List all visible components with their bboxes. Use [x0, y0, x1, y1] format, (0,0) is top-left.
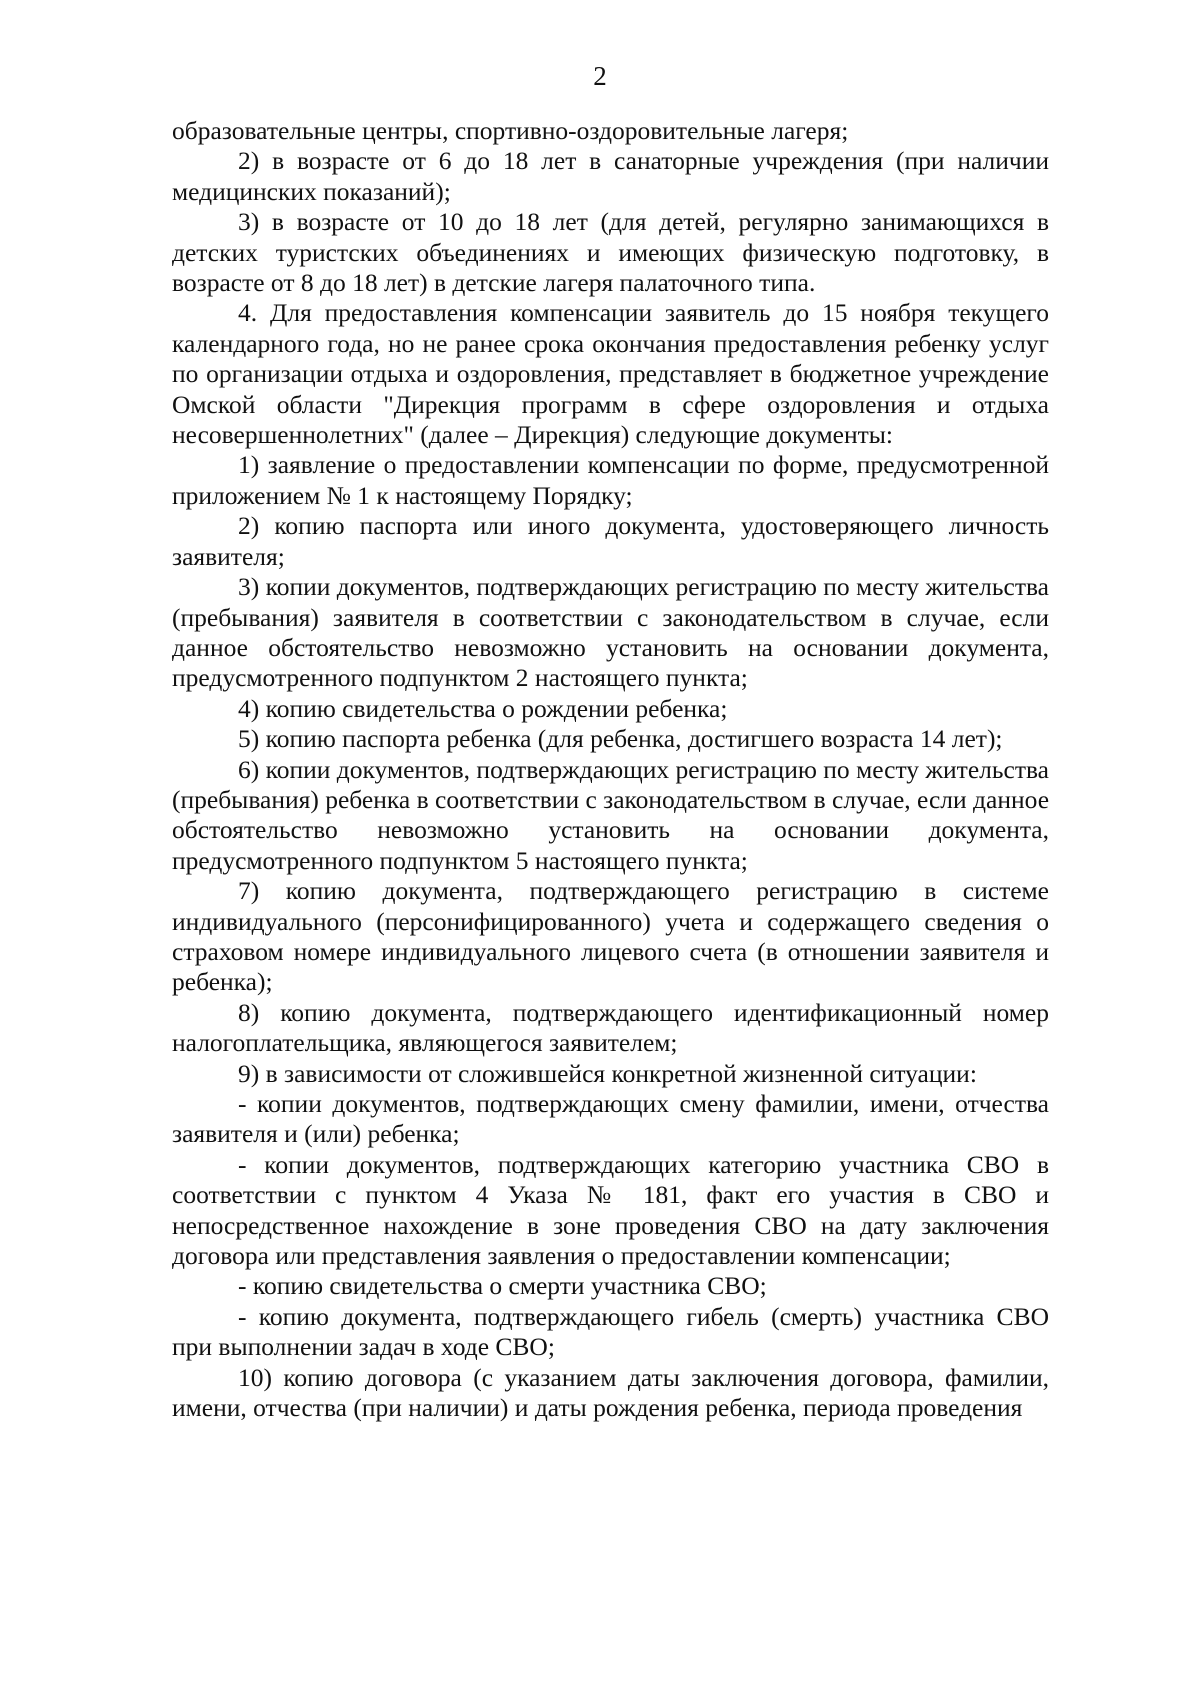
paragraph: образовательные центры, спортивно-оздоровительные лагеря; [172, 116, 849, 145]
sub-list-item: - копии документов, подтверждающих смену фамилии, имени, отчества заявителя и (или) ребенка; [172, 1089, 1049, 1149]
list-item: 3) копии документов, подтверждающих регистрацию по месту жительства (пребывания) заявителя в соответствии с законодательством в случае, если данное обстоятельство невозможно установить на основании документа, предусмотренного подпунктом 2 настоящего пункта; [172, 572, 1049, 693]
list-item: 4) копию свидетельства о рождении ребенка; [238, 693, 728, 723]
list-item: 1) заявление о предоставлении компенсации по форме, предусмотренной приложением № 1 к настоящему Порядку; [172, 450, 1049, 510]
paragraph: 2) в возрасте от 6 до 18 лет в санаторные учреждения (при наличии медицинских показаний); [172, 146, 1049, 206]
list-item: 2) копию паспорта или иного документа, удостоверяющего личность заявителя; [172, 511, 1049, 571]
list-item: 5) копию паспорта ребенка (для ребенка, достигшего возраста 14 лет); [238, 724, 1003, 754]
document-body [172, 116, 1049, 1423]
sub-list-item: - копию свидетельства о смерти участника СВО; [238, 1271, 767, 1301]
list-item: 10) копию договора (с указанием даты заключения договора, фамилии, имени, отчества (при наличии) и даты рождения ребенка, периода проведения [172, 1362, 1049, 1423]
list-item: 6) копии документов, подтверждающих регистрацию по месту жительства (пребывания) ребенка в соответствии с законодательством в случае, если данное обстоятельство невозможно установить на основании документа, предусмотренного подпунктом 5 настоящего пункта; [172, 754, 1050, 875]
list-item: 7) копию документа, подтверждающего регистрацию в системе индивидуального (персонифицированного) учета и содержащего сведения о страховом номере индивидуального лицевого счета (в отношении заявителя и ребенка); [172, 876, 1049, 997]
page-number: 2 [593, 61, 607, 91]
list-item: 9) в зависимости от сложившейся конкретной жизненной ситуации: [238, 1058, 977, 1088]
list-item: 8) копию документа, подтверждающего идентификационный номер налогоплательщика, являющегося заявителем; [172, 997, 1049, 1058]
paragraph: 3) в возрасте от 10 до 18 лет (для детей, регулярно занимающихся в детских туристских объединениях и имеющих физическую подготовку, в возрасте от 8 до 18 лет) в детские лагеря палаточного типа. [172, 207, 1049, 298]
paragraph: 4. Для предоставления компенсации заявитель до 15 ноября текущего календарного года, но не ранее срока окончания предоставления ребенку услуг по организации отдыха и оздоровления, представляет в бюджетное учреждение Омской области "Дирекция программ в сфере оздоровления и отдыха несовершеннолетних" (далее – Дирекция) следующие документы: [172, 298, 1049, 450]
sub-list-item: - копии документов, подтверждающих категорию участника СВО в соответствии с пунктом 4 Указа № 181, факт его участия в СВО и непосредственное нахождение в зоне проведения СВО на дату заключения договора или представления заявления о предоставлении компенсации; [172, 1149, 1049, 1271]
sub-list-item: - копию документа, подтверждающего гибель (смерть) участника СВО при выполнении задач в ходе СВО; [172, 1301, 1049, 1362]
